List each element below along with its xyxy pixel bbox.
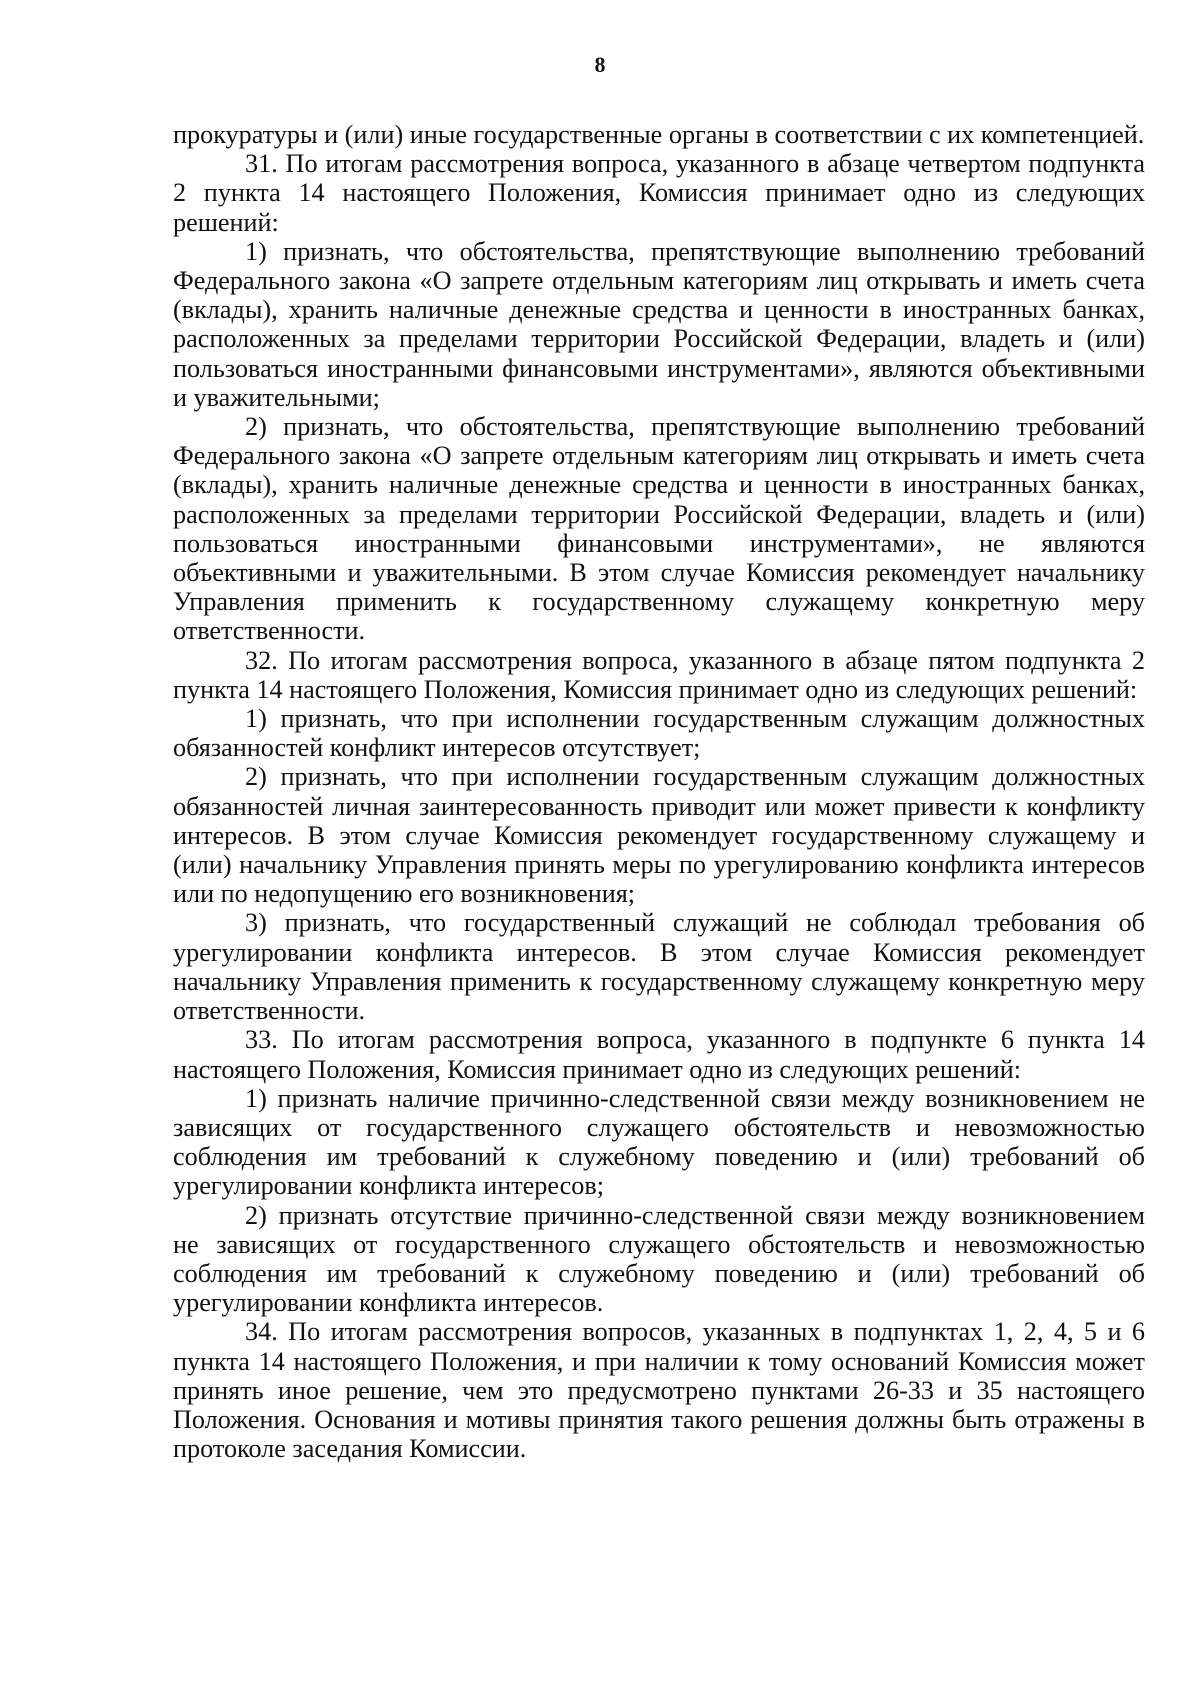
paragraph-item-32: 32. По итогам рассмотрения вопроса, указанного в абзаце пятом подпункта 2 пункта 14 настоящего Положения, Комиссия принимает одно из следующих решений: xyxy=(173,645,1145,704)
paragraph-32-subitem-2: 2) признать, что при исполнении государственным служащим должностных обязанностей личная заинтересованность приводит или может привести к конфликту интересов. В этом случае Комиссия рекомендует государственному служащему и (или) начальнику Управления принять меры по урегулированию конфликта интересов или по недопущению его возникновения; xyxy=(173,762,1145,909)
document-body xyxy=(173,120,1145,1463)
paragraph-32-subitem-1: 1) признать, что при исполнении государственным служащим должностных обязанностей конфликт интересов отсутствует; xyxy=(173,704,1145,763)
paragraph-item-33: 33. По итогам рассмотрения вопроса, указанного в подпункте 6 пункта 14 настоящего Положения, Комиссия принимает одно из следующих решений: xyxy=(173,1025,1145,1084)
paragraph-31-subitem-1: 1) признать, что обстоятельства, препятствующие выполнению требований Федерального закона «О запрете отдельным категориям лиц открывать и иметь счета (вклады), хранить наличные денежные средства и ценности в иностранных банках, расположенных за пределами территории Российской Федерации, владеть и (или) пользоваться иностранными финансовыми инструментами», являются объективными и уважительными; xyxy=(173,236,1145,412)
paragraph-item-34: 34. По итогам рассмотрения вопросов, указанных в подпунктах 1, 2, 4, 5 и 6 пункта 14 настоящего Положения, и при наличии к тому оснований Комиссия может принять иное решение, чем это предусмотрено пунктами 26-33 и 35 настоящего Положения. Основания и мотивы принятия такого решения должны быть отражены в протоколе заседания Комиссии. xyxy=(173,1317,1145,1464)
paragraph-32-subitem-3: 3) признать, что государственный служащий не соблюдал требования об урегулировании конфликта интересов. В этом случае Комиссия рекомендует начальнику Управления применить к государственному служащему конкретную меру ответственности. xyxy=(173,908,1145,1026)
paragraph-continuation: прокуратуры и (или) иные государственные органы в соответствии с их компетенцией. xyxy=(173,120,1145,149)
paragraph-33-subitem-2: 2) признать отсутствие причинно-следственной связи между возникновением не зависящих от государственного служащего обстоятельств и невозможностью соблюдения им требований к служебному поведению и (или) требований об урегулировании конфликта интересов. xyxy=(173,1200,1145,1318)
paragraph-33-subitem-1: 1) признать наличие причинно-следственной связи между возникновением не зависящих от государственного служащего обстоятельств и невозможностью соблюдения им требований к служебному поведению и (или) требований об урегулировании конфликта интересов; xyxy=(173,1083,1145,1201)
paragraph-item-31: 31. По итогам рассмотрения вопроса, указанного в абзаце четвертом подпункта 2 пункта 14 настоящего Положения, Комиссия принимает одно из следующих решений: xyxy=(173,149,1145,237)
page-number: 8 xyxy=(594,52,606,77)
paragraph-31-subitem-2: 2) признать, что обстоятельства, препятствующие выполнению требований Федерального закона «О запрете отдельным категориям лиц открывать и иметь счета (вклады), хранить наличные денежные средства и ценности в иностранных банках, расположенных за пределами территории Российской Федерации, владеть и (или) пользоваться иностранными финансовыми инструментами», не являются объективными и уважительными. В этом случае Комиссия рекомендует начальнику Управления применить к государственному служащему конкретную меру ответственности. xyxy=(173,412,1145,646)
